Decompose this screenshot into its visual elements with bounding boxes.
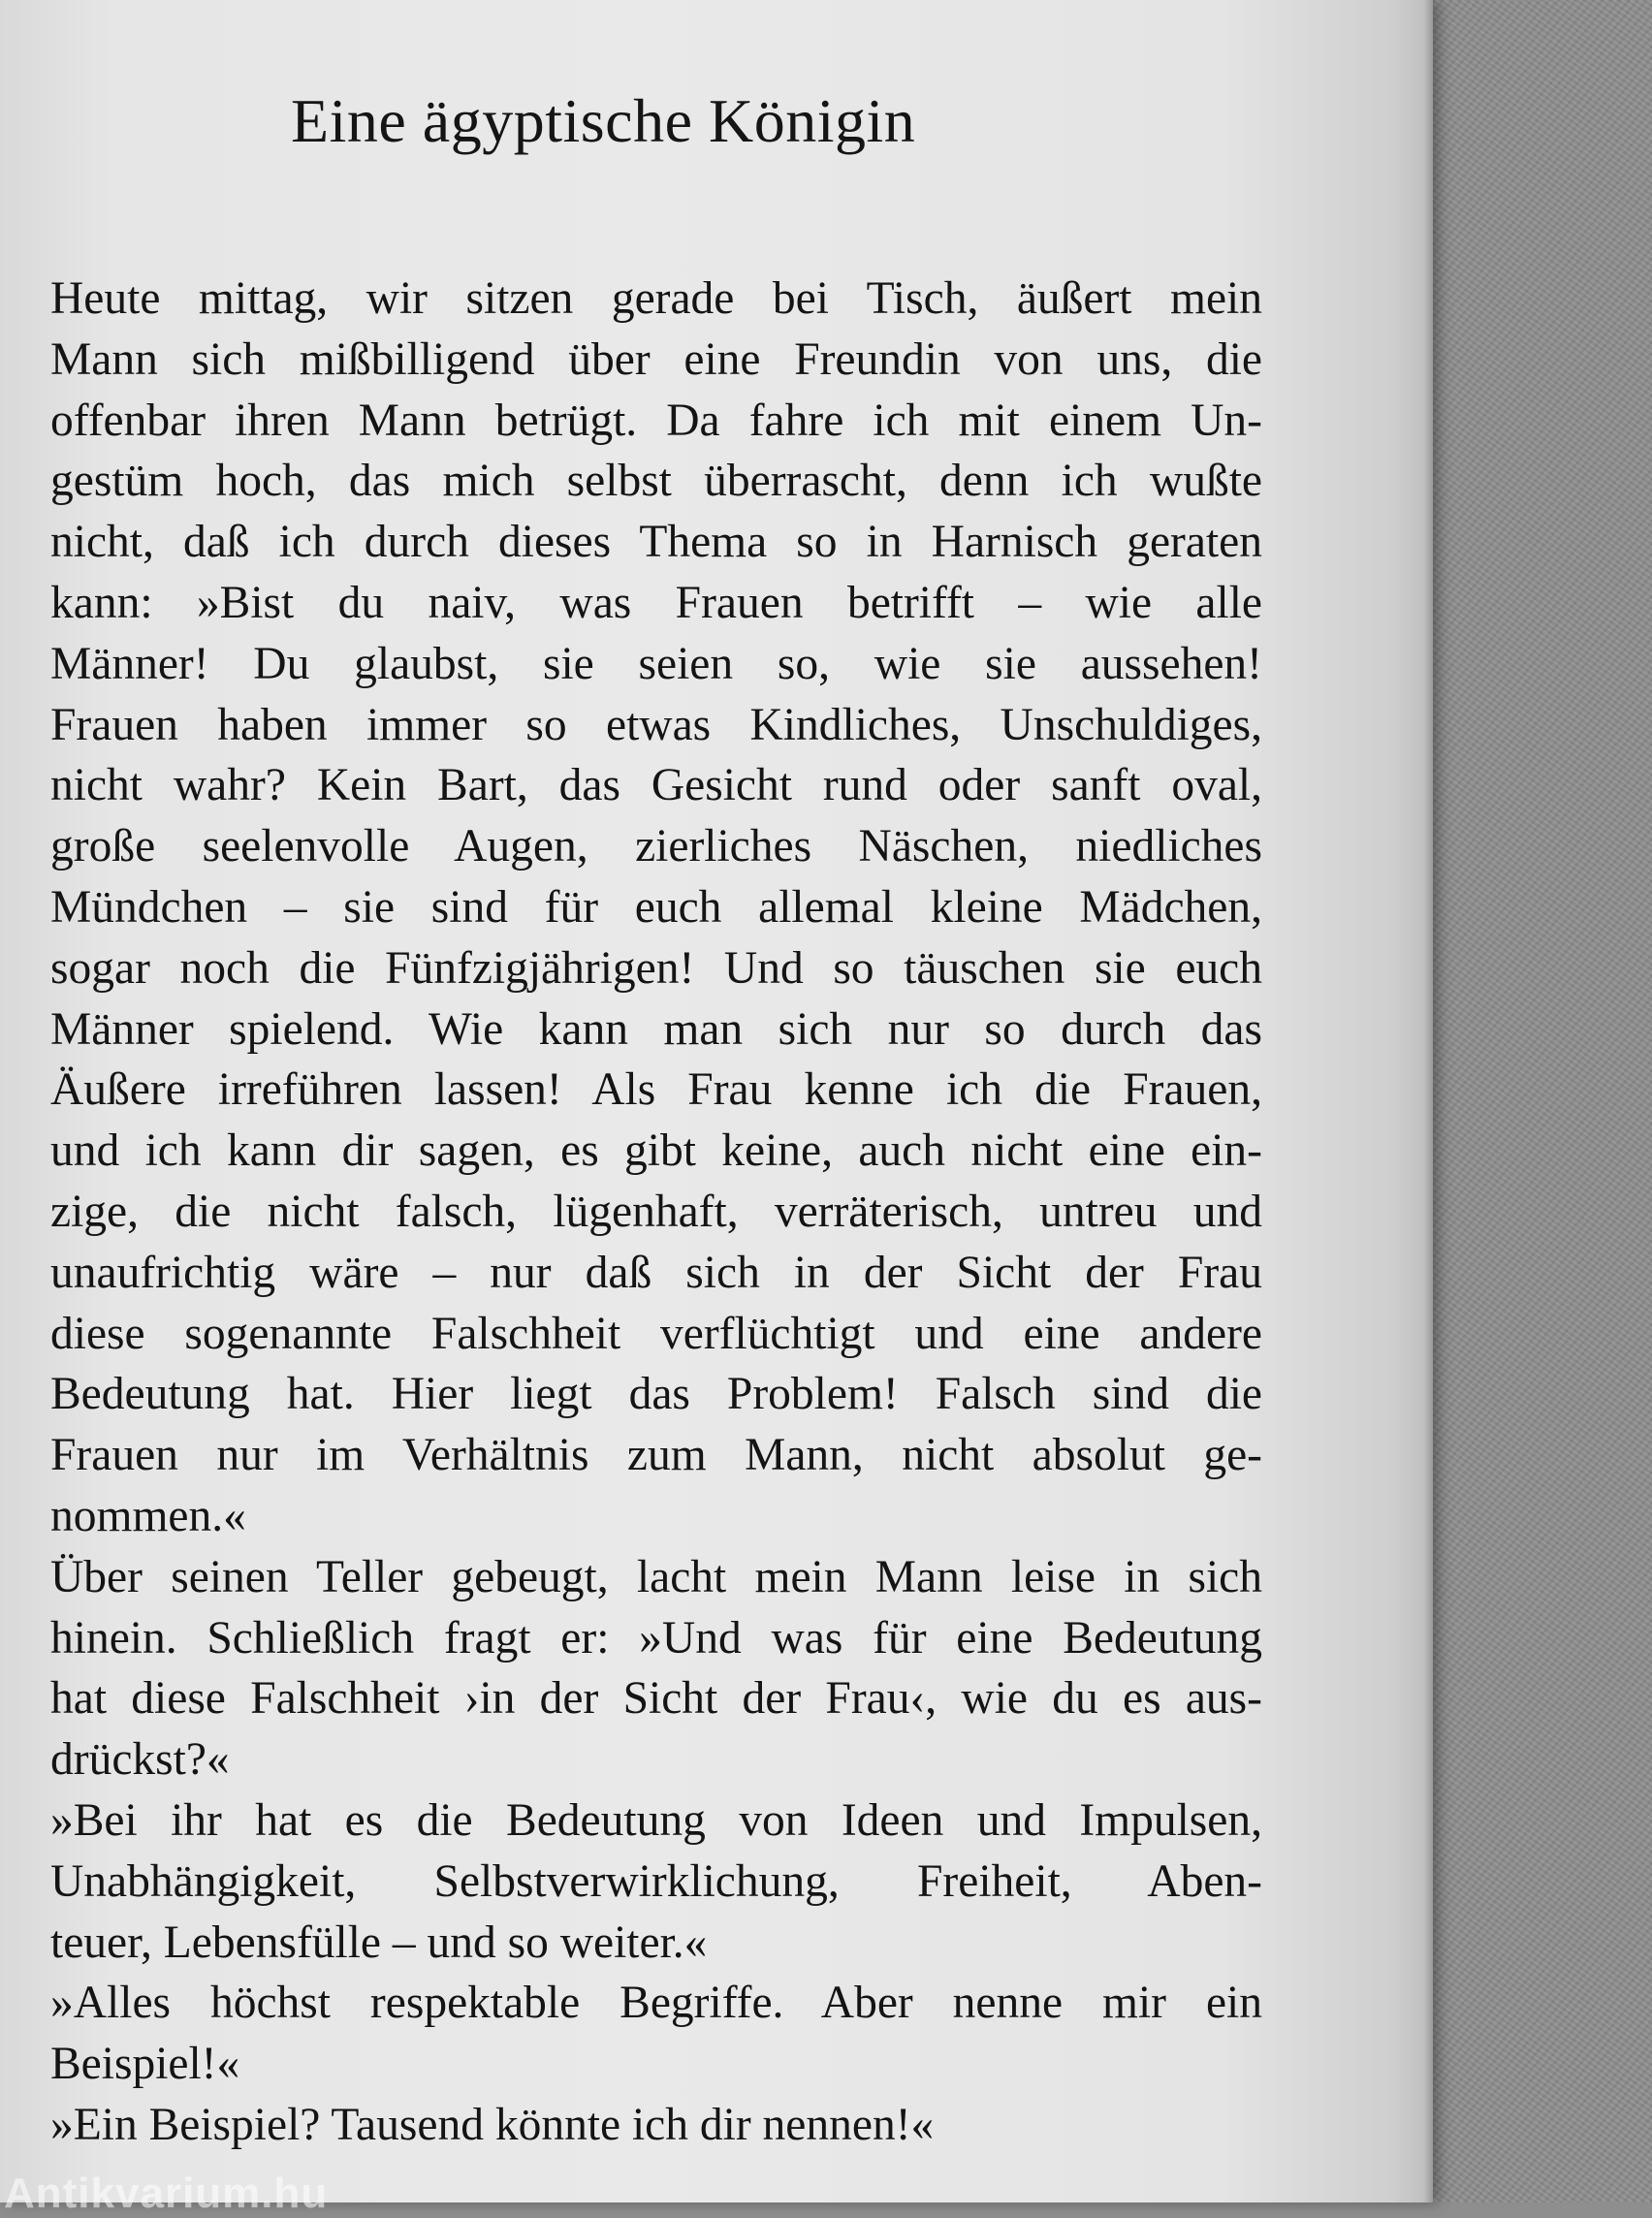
text-line: »Ein Beispiel? Tausend könnte ich dir nennen!« [50,2099,935,2150]
text-line: große seelenvolle Augen, zierliches Näschen, niedliches [50,821,1262,872]
text-line: Frauen haben immer so etwas Kindliches, Unschuldiges, [50,699,1262,750]
text-line: gestüm hoch, das mich selbst überrascht, denn ich wußte [50,456,1262,507]
text-line: »Alles höchst respektable Begriffe. Aber nenne mir ein [50,1978,1262,2029]
text-line: Bedeutung hat. Hier liegt das Problem! Falsch sind die [50,1369,1262,1420]
text-line: teuer, Lebensfülle – und so weiter.« [50,1917,708,1968]
text-line: Männer! Du glaubst, sie seien so, wie sie aussehen! [50,638,1262,689]
text-line: nicht wahr? Kein Bart, das Gesicht rund oder sanft oval, [50,760,1262,811]
text-line: unaufrichtig wäre – nur daß sich in der Sicht der Frau [50,1247,1262,1298]
text-line: Männer spielend. Wie kann man sich nur so durch das [50,1003,1262,1055]
text-line: zige, die nicht falsch, lügenhaft, verräterisch, untreu und [50,1186,1262,1237]
chapter-title: Eine ägyptische Königin [291,86,916,155]
text-line: Heute mittag, wir sitzen gerade bei Tisch, äußert mein [50,273,1262,324]
watermark: Antikvarium.hu [4,2170,329,2217]
text-line: Frauen nur im Verhältnis zum Mann, nicht absolut ge- [50,1430,1262,1481]
text-line: und ich kann dir sagen, es gibt keine, auch nicht eine ein- [50,1125,1262,1177]
text-line: »Bei ihr hat es die Bedeutung von Ideen und Impulsen, [50,1794,1262,1846]
text-line: drückst?« [50,1734,230,1786]
text-line: offenbar ihren Mann betrügt. Da fahre ich mit einem Un- [50,395,1262,446]
text-line: hinein. Schließlich fragt er: »Und was für eine Bedeutung [50,1612,1262,1664]
text-line: sogar noch die Fünfzigjährigen! Und so täuschen sie euch [50,942,1262,994]
text-line: hat diese Falschheit ›in der Sicht der Frau‹, wie du es aus- [50,1673,1262,1725]
text-line: nicht, daß ich durch dieses Thema so in Harnisch geraten [50,517,1262,568]
text-line: Beispiel!« [50,2039,240,2090]
text-line: Mann sich mißbilligend über eine Freundin von uns, die [50,333,1262,385]
text-line: Äußere irreführen lassen! Als Frau kenne ich die Frauen, [50,1064,1262,1116]
text-line: kann: »Bist du naiv, was Frauen betrifft – wie alle [50,577,1262,628]
text-line: Unabhängigkeit, Selbstverwirklichung, Freiheit, Aben- [50,1855,1262,1907]
text-line: Mündchen – sie sind für euch allemal kleine Mädchen, [50,881,1262,933]
body-text [50,269,1262,2156]
text-line: nommen.« [50,1490,246,1541]
text-line: Über seinen Teller gebeugt, lacht mein Mann leise in sich [50,1551,1262,1602]
text-line: diese sogenannte Falschheit verflüchtigt und eine andere [50,1308,1262,1359]
